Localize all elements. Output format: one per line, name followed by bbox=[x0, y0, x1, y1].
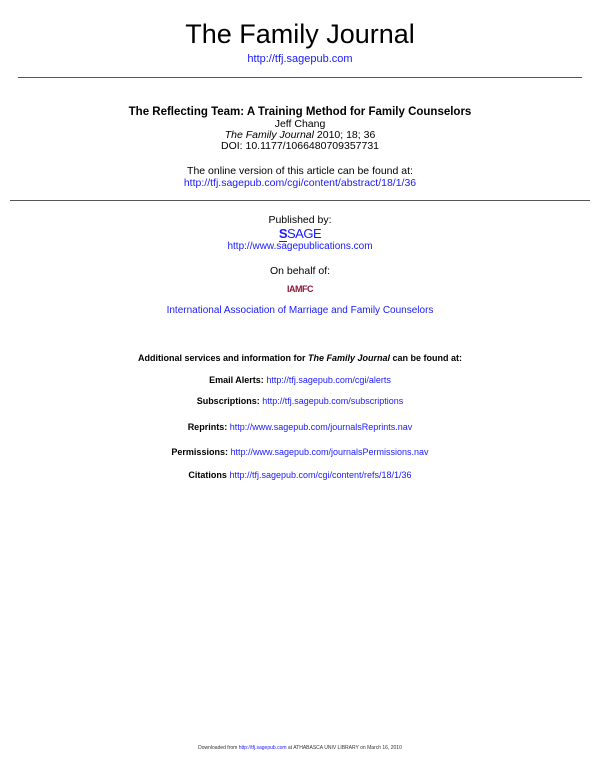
service-label: Reprints: bbox=[187, 422, 228, 432]
iamfc-org-link[interactable]: International Association of Marriage and Family Counselors bbox=[166, 305, 434, 316]
article-author: Jeff Chang bbox=[274, 118, 326, 130]
article-title: The Reflecting Team: A Training Method for Family Counselors bbox=[128, 106, 472, 118]
on-behalf-label: On behalf of: bbox=[269, 265, 331, 277]
online-version-label: The online version of this article can be found at: bbox=[187, 165, 413, 177]
citation-details: 2010; 18; 36 bbox=[313, 129, 376, 141]
journal-url-link[interactable]: http://tfj.sagepub.com bbox=[247, 53, 353, 65]
service-label: Subscriptions: bbox=[196, 396, 260, 406]
service-link[interactable]: http://tfj.sagepub.com/subscriptions bbox=[262, 396, 404, 406]
sage-publications-link[interactable]: http://www.sagepublications.com bbox=[227, 241, 373, 252]
footer-link[interactable]: http://tfj.sagepub.com bbox=[238, 745, 287, 751]
service-link[interactable]: http://www.sagepub.com/journalsPermissions.nav bbox=[230, 447, 429, 457]
footer-prefix: Downloaded from bbox=[198, 745, 239, 751]
download-footer bbox=[0, 745, 600, 751]
service-label: Citations bbox=[188, 470, 227, 480]
published-by-label: Published by: bbox=[268, 214, 332, 226]
online-version-link[interactable]: http://tfj.sagepub.com/cgi/content/abstract/18/1/36 bbox=[183, 177, 417, 189]
service-link[interactable]: http://tfj.sagepub.com/cgi/alerts bbox=[266, 375, 391, 385]
service-permissions bbox=[0, 447, 600, 457]
journal-title: The Family Journal bbox=[185, 19, 415, 49]
service-link[interactable]: http://www.sagepub.com/journalsReprints.nav bbox=[229, 422, 413, 432]
service-reprints bbox=[0, 422, 600, 432]
service-label: Permissions: bbox=[171, 447, 228, 457]
sage-logo[interactable] bbox=[0, 226, 600, 241]
sage-logo-text: SAGE bbox=[287, 226, 322, 241]
service-link[interactable]: http://tfj.sagepub.com/cgi/content/refs/18/1/36 bbox=[229, 470, 412, 480]
services-intro-prefix: Additional services and information for bbox=[137, 353, 308, 363]
iamfc-logo[interactable]: IAMFC bbox=[287, 284, 313, 294]
service-citations bbox=[0, 470, 600, 480]
article-doi: DOI: 10.1177/1066480709357731 bbox=[220, 140, 380, 152]
footer-suffix: at ATHABASCA UNIV LIBRARY on March 16, 2010 bbox=[286, 745, 402, 751]
services-intro-suffix: can be found at: bbox=[390, 353, 463, 363]
sage-logo-s: S bbox=[278, 226, 288, 241]
additional-services-heading bbox=[0, 353, 600, 363]
service-label: Email Alerts: bbox=[209, 375, 264, 385]
service-subscriptions bbox=[0, 396, 600, 406]
services-intro-journal: The Family Journal bbox=[308, 353, 391, 363]
middle-divider bbox=[10, 200, 590, 201]
top-divider bbox=[18, 77, 582, 78]
service-email-alerts bbox=[0, 375, 600, 385]
citation-journal-name: The Family Journal bbox=[224, 129, 314, 141]
